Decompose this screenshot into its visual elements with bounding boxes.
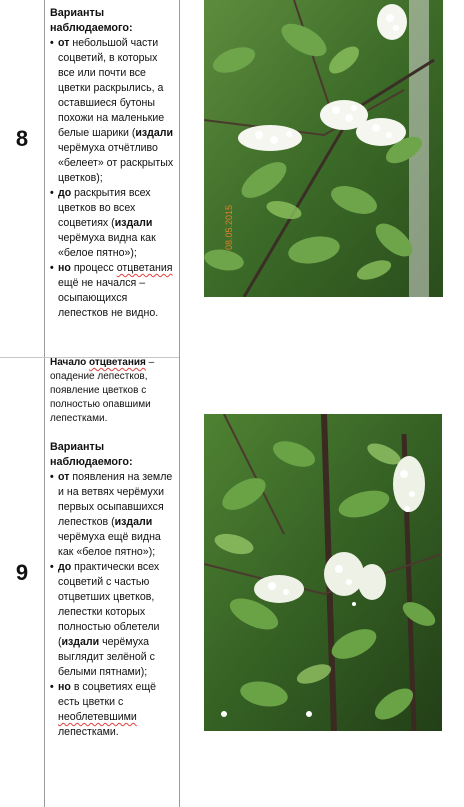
stage-8-item-from: • от небольшой части соцветий, в которых все или почти все цветки раскрылись, а оставшиеся бутоны похожи на маленькие белые шарики (издали черёмуха отчётливо «белеет» от раскрытых цветков); — [50, 36, 176, 186]
table-border-middle — [179, 0, 180, 807]
photo-8-date-stamp: 08.05.2015 — [224, 204, 234, 250]
stage-number-9: 9 — [15, 560, 29, 585]
table-border-left — [44, 0, 45, 807]
stage-8-description — [50, 6, 176, 321]
stage-9-item-from: • от появления на земле и на ветвях черёмухи первых осыпавшихся лепестков (издали черёмуха ещё видна как «белое пятно»); — [50, 470, 176, 560]
bird-cherry-photo-stage-8 — [204, 0, 443, 297]
stage-9-description — [50, 440, 176, 740]
stage-8-item-to: • до раскрытия всех цветков во всех соцветиях (издали черёмуха видна как «белое пятно»); — [50, 186, 176, 261]
stage-9-heading: Варианты наблюдаемого: — [50, 441, 133, 468]
stage-9-note: Начало отцветания – опадение лепестков, появление цветков с полностью опавшими лепестками. — [50, 357, 155, 424]
stage-9-item-to: • до практически всех соцветий с частью отцветших цветков, лепестки которых полностью облетели (издали черёмуха выглядит зелёной с белыми пятнами); — [50, 560, 176, 680]
stage-number-8: 8 — [15, 126, 29, 151]
stage-8-item-but: • но процесс отцветания ещё не начался – осыпающихся лепестков не видно. — [50, 261, 176, 321]
photo-9-graphic — [204, 414, 442, 731]
bird-cherry-photo-stage-9 — [204, 414, 442, 731]
photo-8-graphic — [204, 0, 443, 297]
stage-8-heading: Варианты наблюдаемого: — [50, 7, 133, 34]
stage-9-item-but: • но в соцветиях ещё есть цветки с необлетевшими лепестками. — [50, 680, 176, 740]
